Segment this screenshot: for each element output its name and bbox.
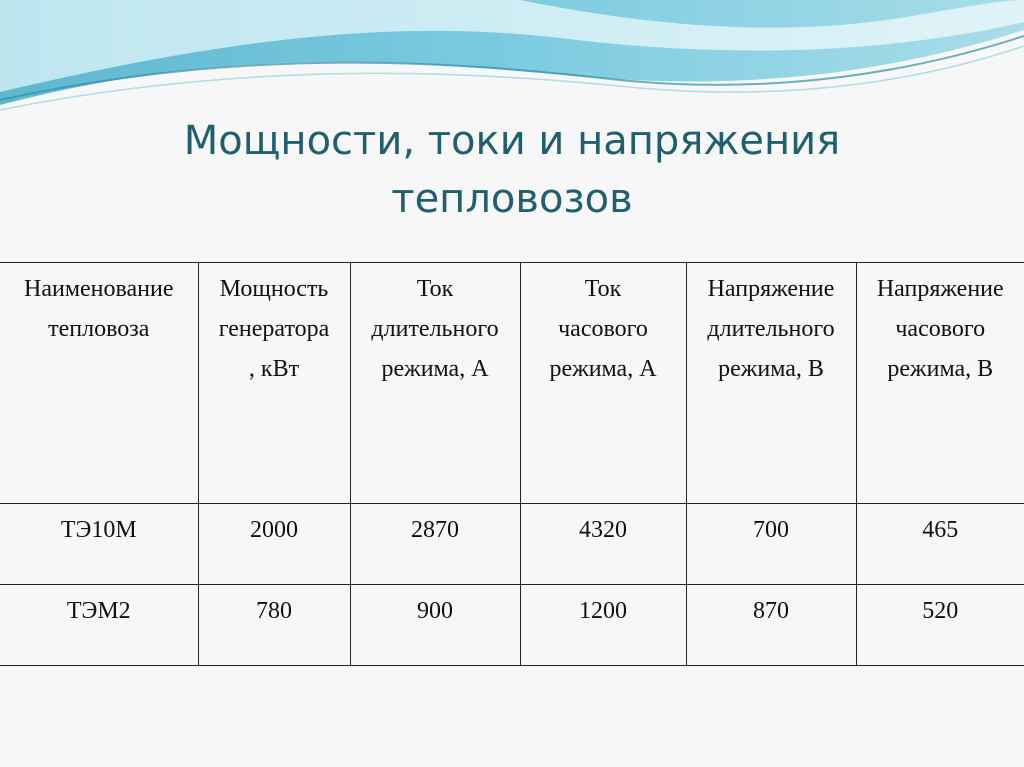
header-voltage-hourly: Напряжение часового режима, В <box>876 276 1004 382</box>
table-cell: 780 <box>198 585 350 666</box>
header-name: Наименование тепловоза <box>23 276 174 342</box>
header-cell <box>686 263 856 504</box>
header-cell <box>350 263 520 504</box>
table-cell: ТЭ10М <box>0 504 198 585</box>
header-cell <box>520 263 686 504</box>
table-cell: ТЭМ2 <box>0 585 198 666</box>
decorative-wave-banner <box>0 0 1024 120</box>
header-current-continuous: Ток длительного режима, А <box>371 276 499 382</box>
slide-title-line1: Мощности, токи и напряжения <box>183 118 841 164</box>
table-header-row <box>0 263 1024 504</box>
table-cell: 900 <box>350 585 520 666</box>
slide-title-line2: тепловозов <box>391 176 633 222</box>
table-cell: 465 <box>856 504 1024 585</box>
header-voltage-continuous: Напряжение длительного режима, В <box>707 276 835 382</box>
table-cell: 4320 <box>520 504 686 585</box>
table-cell: 520 <box>856 585 1024 666</box>
slide-title <box>0 112 1024 228</box>
table-row <box>0 585 1024 666</box>
table-cell: 700 <box>686 504 856 585</box>
header-cell <box>856 263 1024 504</box>
header-power: Мощность генератора , кВт <box>218 276 330 382</box>
table-row <box>0 504 1024 585</box>
table-cell: 2870 <box>350 504 520 585</box>
header-cell <box>0 263 198 504</box>
table-cell: 2000 <box>198 504 350 585</box>
header-current-hourly: Ток часового режима, А <box>549 276 657 382</box>
locomotive-table <box>0 262 1024 666</box>
table-cell: 870 <box>686 585 856 666</box>
header-cell <box>198 263 350 504</box>
table-cell: 1200 <box>520 585 686 666</box>
